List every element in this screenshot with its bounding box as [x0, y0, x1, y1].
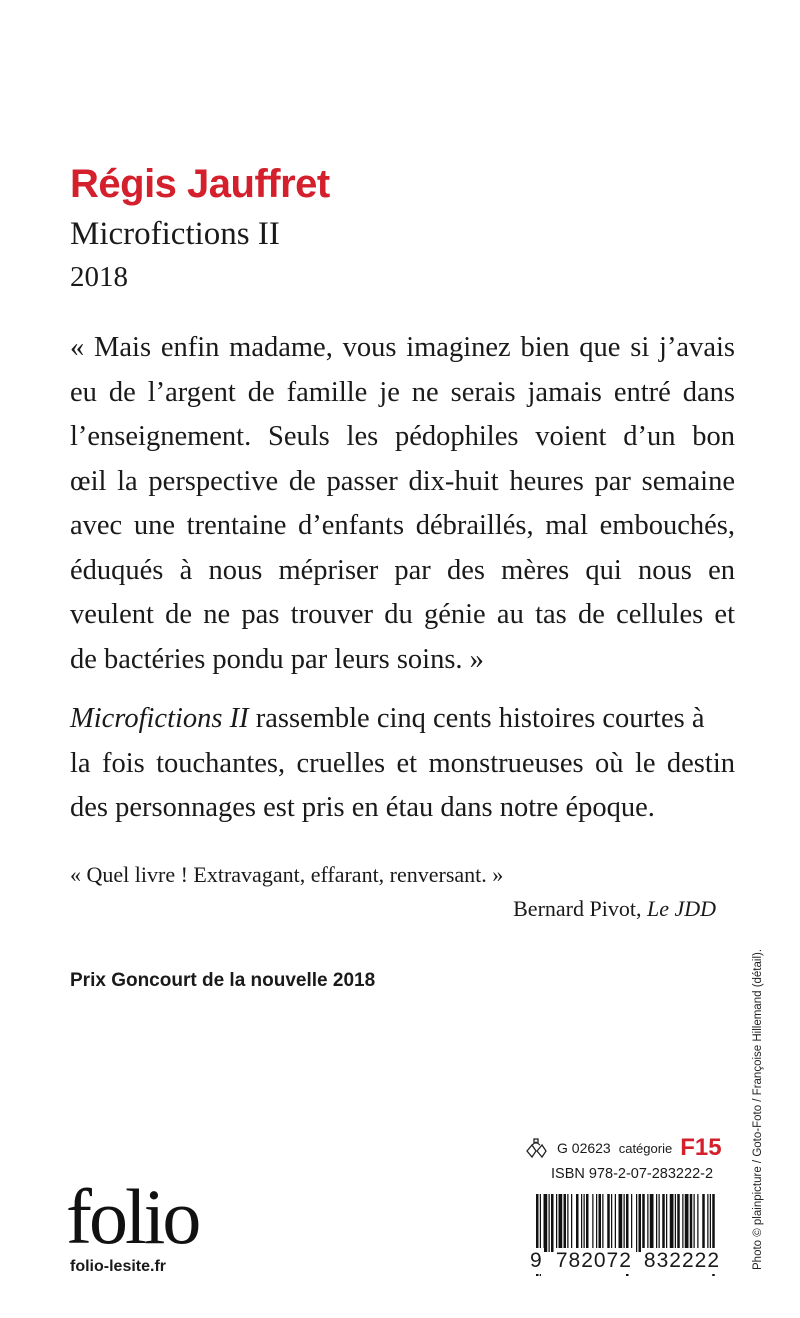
excerpt-line: avec une trentaine d’enfants débraillés, mal embouchés,: [70, 510, 735, 541]
book-summary: [70, 697, 735, 831]
barcode-bar: [586, 1194, 589, 1252]
barcode-bar: [619, 1194, 623, 1252]
summary-line: la fois touchantes, cruelles et monstrueuses où le destin: [70, 747, 735, 779]
barcode-bar: [675, 1194, 676, 1252]
barcode-bar: [551, 1194, 554, 1252]
barcode-bar: [659, 1194, 660, 1252]
barcode-bar: [636, 1194, 637, 1252]
barcode-bar: [670, 1194, 674, 1252]
barcode-digit-first: 9: [530, 1248, 544, 1274]
barcode-bar: [611, 1194, 612, 1252]
barcode-bar: [682, 1194, 683, 1252]
excerpt-line: veulent de ne pas trouver du génie au tas de cellules et: [70, 599, 735, 630]
review-source: [513, 896, 716, 922]
barcode-digit-group: 782072: [555, 1249, 632, 1272]
barcode-bar: [690, 1194, 693, 1252]
barcode-bar: [624, 1194, 625, 1252]
barcode-bar: [650, 1194, 654, 1252]
book-title: Microfictions II: [70, 216, 280, 252]
barcode-bar: [584, 1194, 585, 1252]
barcode-bar: [567, 1194, 568, 1252]
barcode-bar: [556, 1194, 557, 1252]
summary-line: des personnages est pris en étau dans notre époque.: [70, 792, 655, 823]
folio-mark-icon: [525, 1137, 551, 1159]
barcode-bar: [615, 1194, 616, 1252]
barcode-bar: [592, 1194, 593, 1252]
folio-logo: folio: [66, 1173, 199, 1260]
barcode-bar: [544, 1194, 548, 1252]
review-publication: Le JDD: [646, 896, 716, 921]
barcode-bar: [576, 1194, 579, 1252]
reviewer-name: Bernard Pivot,: [513, 896, 647, 921]
barcode-bar: [710, 1194, 711, 1252]
barcode-bar: [666, 1194, 667, 1252]
barcode-digit-group: 832222: [643, 1249, 720, 1272]
summary-title-italic: Microfictions II: [70, 703, 249, 734]
excerpt-line: l’enseignement. Seuls les pédophiles voient d’un bon: [70, 421, 735, 452]
catalog-row: [525, 1134, 722, 1162]
excerpt-line: « Mais enfin madame, vous imaginez bien que si j’avais: [70, 332, 735, 363]
barcode-bar: [581, 1194, 582, 1252]
category-label: catégorie: [618, 1140, 673, 1156]
barcode-bar: [596, 1194, 597, 1252]
barcode-bar: [694, 1194, 695, 1252]
summary-line: [70, 697, 735, 742]
barcode-bar: [602, 1194, 603, 1252]
barcode-bar: [559, 1194, 563, 1252]
isbn: ISBN 978-2-07-283222-2: [551, 1166, 714, 1182]
barcode-bar: [607, 1194, 610, 1252]
catalog-code: G 02623: [557, 1140, 611, 1156]
excerpt-quote: [70, 326, 735, 682]
category-code: F15: [680, 1134, 722, 1161]
barcode-bar: [685, 1194, 689, 1252]
excerpt-line: de bactéries pondu par leurs soins. »: [70, 643, 484, 675]
barcode-bar: [599, 1194, 602, 1252]
barcode-bar: [697, 1194, 698, 1252]
barcode-bar: [642, 1194, 645, 1252]
barcode-bar: [647, 1194, 648, 1252]
prize-mention: Prix Goncourt de la nouvelle 2018: [70, 970, 376, 991]
barcode-bar: [677, 1194, 680, 1252]
barcode-bar: [549, 1194, 550, 1252]
barcode-bar: [707, 1194, 708, 1252]
barcode-bar: [702, 1194, 705, 1252]
barcode-bar: [656, 1194, 657, 1252]
barcode-bar: [631, 1194, 632, 1252]
excerpt-line: œil la perspective de passer dix-huit heures par semaine: [70, 465, 735, 497]
publication-year: 2018: [70, 261, 128, 293]
barcode-bar: [662, 1194, 665, 1252]
review-quote: « Quel livre ! Extravagant, effarant, renversant. »: [70, 862, 504, 887]
barcode-bar: [571, 1194, 572, 1252]
barcode-digits: [532, 1248, 722, 1274]
publisher-website: folio-lesite.fr: [70, 1258, 167, 1275]
photo-credit: Photo © plainpicture / Goto-Foto / Françoise Hillemand (détail).: [752, 948, 764, 1270]
summary-line-text: rassemble cinq cents histoires courtes à: [248, 703, 705, 734]
excerpt-line: éduqués à nous mépriser par des mères qui nous en: [70, 554, 735, 586]
barcode-bar: [639, 1194, 642, 1252]
barcode-bar: [564, 1194, 567, 1252]
excerpt-line: eu de l’argent de famille je ne serais jamais entré dans: [70, 376, 735, 408]
author-name: Régis Jauffret: [70, 162, 330, 206]
